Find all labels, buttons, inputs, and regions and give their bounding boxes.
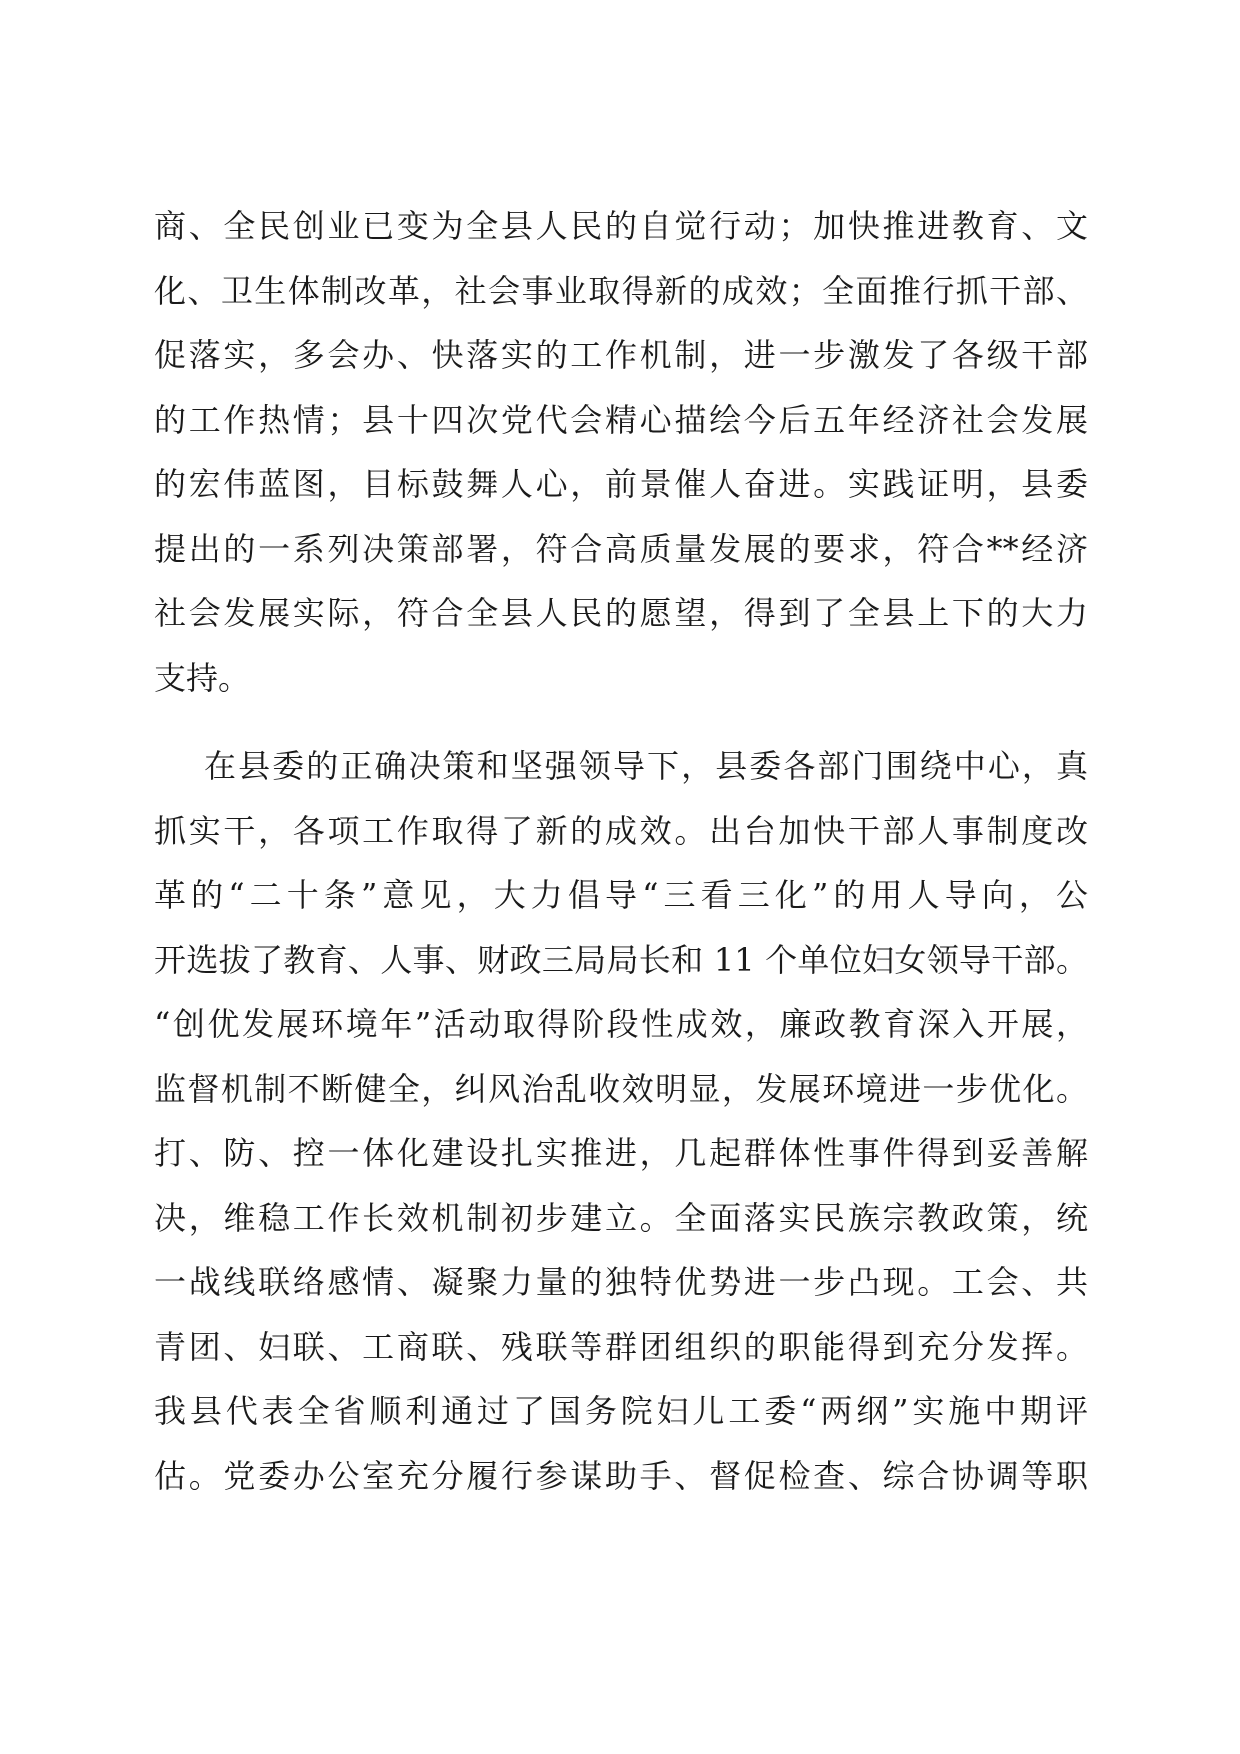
text-line: 一战线联络感情、凝聚力量的独特优势进一步凸现。工会、共: [154, 1263, 1088, 1301]
text-line: 青团、妇联、工商联、残联等群团组织的职能得到充分发挥。: [154, 1327, 1088, 1366]
text-line: 支持。: [154, 658, 251, 697]
text-line: 我县代表全省顺利通过了国务院妇儿工委“两纲”实施中期评: [154, 1392, 1088, 1430]
text-line: 抓实干，各项工作取得了新的成效。出台加快干部人事制度改: [154, 811, 1088, 850]
text-line: 促落实，多会办、快落实的工作机制，进一步激发了各级干部: [154, 336, 1088, 374]
text-line: 革的“二十条”意见，大力倡导“三看三化”的用人导向，公: [154, 876, 1088, 914]
text-line: 社会发展实际，符合全县人民的愿望，得到了全县上下的大力: [154, 594, 1088, 632]
text-line: 打、防、控一体化建设扎实推进，几起群体性事件得到妥善解: [154, 1134, 1088, 1172]
text-line: 化、卫生体制改革，社会事业取得新的成效；全面推行抓干部、: [154, 271, 1088, 310]
text-line: 的宏伟蓝图，目标鼓舞人心，前景催人奋进。实践证明，县委: [154, 465, 1088, 503]
paragraph-1: [154, 194, 1088, 710]
text-line: 开选拔了教育、人事、财政三局局长和 11 个单位妇女领导干部。: [154, 940, 1088, 979]
text-line: 的工作热情；县十四次党代会精心描绘今后五年经济社会发展: [154, 400, 1088, 439]
text-line: 决，维稳工作长效机制初步建立。全面落实民族宗教政策，统: [154, 1198, 1088, 1237]
text-line: 估。党委办公室充分履行参谋助手、督促检查、综合协调等职: [154, 1456, 1088, 1495]
paragraph-2: [154, 734, 1088, 1508]
text-line: 提出的一系列决策部署，符合高质量发展的要求，符合**经济: [154, 529, 1088, 568]
text-line: 商、全民创业已变为全县人民的自觉行动；加快推进教育、文: [154, 207, 1088, 245]
text-line: 监督机制不断健全，纠风治乱收效明显，发展环境进一步优化。: [154, 1069, 1088, 1108]
text-line: “创优发展环境年”活动取得阶段性成效，廉政教育深入开展，: [154, 1005, 1088, 1043]
text-line: 在县委的正确决策和坚强领导下，县委各部门围绕中心，真: [204, 747, 1088, 785]
